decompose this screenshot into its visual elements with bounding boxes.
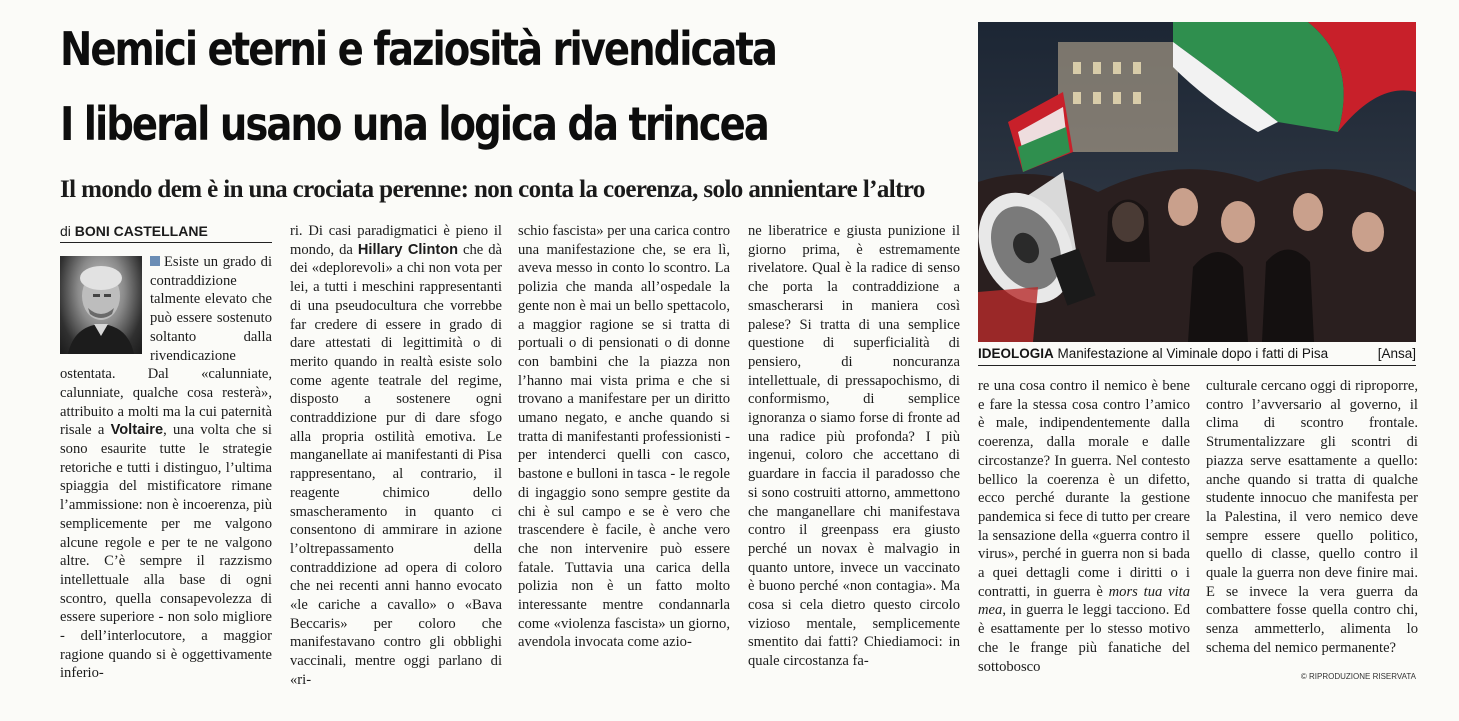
photo-caption (978, 346, 1416, 366)
article-italic-phrase: mors tua vita mea (978, 583, 1190, 619)
article-text: che dà dei «deplorevoli» a chi non vota per lei, a tutti i meschini rappresentanti di una pseudocultura che vorrebbe far credere di essere in grado di dare attestati di legittimità o di merito quando in realtà esiste solo come agente teatrale del regime, disposto a sostenere ogni contraddizione pur di dare sfogo alla propria ostilità emotiva. Le manganellate ai manifestanti di Pisa rappresentano, al contrario, il reagente chimico dello smascheramento in quanto ci consentono di ammirare in azione l’oltrepassamento della contraddizione ad opera di coloro che nei recenti anni hanno evocato «le cariche a cavallo» o «Bava Beccaris» per coloro che manifestavano contro gli obblighi vaccinali, mentre oggi parlano di «ri- (290, 241, 502, 688)
article-start-square (150, 256, 160, 266)
byline-prefix: di (60, 223, 71, 239)
article-text: ri. Di casi paradigmatici è pieno il mondo, da (290, 223, 502, 258)
article-name-hillary: Hillary Clinton (357, 241, 459, 258)
article-column-6 (1206, 377, 1418, 658)
headline-line-1: Nemici eterni e faziosità rivendicata (60, 22, 776, 76)
article-text: schio fascista» per una carica contro una manifestazione che, se era lì, aveva messo in conto lo scontro. La polizia che manda all’ospedale la gente non è mai un bello spettacolo, a maggior ragione se si tratta di portuali o di pensionati o di donne con bambini che la piazza non l’hanno mai vista prima e che si trovano a manifestare per un diritto umano negato, e anche quando si tratta di manifestanti professionisti - per intenderci quelli con casco, bastone e bulloni in tasca - le regole di ingaggio sono sempre gestite da chi è sul campo e se è vero che trascendere è facile, è anche vero che non intervenire può essere fatale. Tuttavia una carica della polizia non è un fatto molto interessante mentre condannarla come «violenza fascista» un giorno, avendola invocata come azio- (518, 223, 730, 651)
article-text: re una cosa contro il nemico è bene e fare la stessa cosa contro l’amico è male, indipendentemente dalla coerenza, dalla morale e dalle circostanze? In guerra. Nel contesto bellico la coerenza è un difetto, ecco perché durante la gestione pandemica si fece di tutto per creare la sensazione della «guerra contro il virus», perché in guerra non si bada a quei dettagli come i diritti o i contratti, in guerra è (978, 378, 1190, 600)
article-text: culturale cercano oggi di riproporre, contro l’avversario al governo, il clima di scontro frontale. Strumentalizzare gli scontri di piazza serve esattamente a quello: anche quando si tratta di qualche studente innocuo che manifesta per la Palestina, il vero nemico deve sempre essere quello politico, quello di classe, quello contro il quale la guerra non deve finire mai. E se invece la vera guerra da combattere fosse quella contro chi, senza ammetterlo, alimenta lo schema del nemico permanente? (1206, 378, 1418, 656)
article-text: ne liberatrice e giusta punizione il giorno prima, è estremamente rivelatore. Qual è la radice di senso che porta la contraddizione a smascherarsi in maniera così palese? Si tratta di una semplice questione di superficialità di pensiero, di noncuranza intellettuale, di pressapochismo, di conformismo, di semplice ignoranza o siamo forse di fronte ad una radice più profonda? I più ingenui, coloro che accettano di guardare in faccia il paradosso che si sono costruiti attorno, ammettono che manganellare chi manifestava contro il greenpass era giusto perché un novax è malvagio in quanto untore, invece un vaccinato è buono perché «non contagia». Ma cosa si cela dietro questo circolo vizioso mentale, semplicemente smentito dai fatti? Chiediamoci: in quale circostanza fa- (748, 223, 960, 670)
article-column-2 (290, 222, 502, 690)
article-column-3 (518, 222, 730, 652)
article-column-5 (978, 377, 1190, 676)
byline (60, 222, 272, 243)
article-text: Esiste un grado di contraddizione talmente elevato che può essere sostenuto soltanto dalla rivendicazione ostentata. Dal «calunniate, calunniate, qualche cosa resterà», attribuito a molti ma la cui paternità risale a (60, 254, 272, 439)
article-column-4 (748, 222, 960, 671)
byline-author: BONI CASTELLANE (74, 223, 208, 239)
photo-credit: [Ansa] (1377, 346, 1416, 361)
headline-line-2: I liberal usano una logica da trincea (60, 97, 768, 151)
article-text: , una volta che si sono esaurite tutte le strategie retoriche e tutti i distinguo, l’ultima spiaggia del mistificatore rimane l’ammissione: non è incoerenza, più semplicemente per me valgono alcune regole e per te ne valgono altre. C’è sempre il razzismo intellettuale alla base di ogni scontro, quella consapevolezza di essere superiore - non solo migliore - dell’interlocutore, a maggior ragione quando si è oggettivamente inferio- (60, 422, 272, 682)
subheadline: Il mondo dem è in una crociata perenne: non conta la coerenza, solo annientare l’altro (60, 176, 925, 203)
protest-photo (978, 22, 1416, 342)
article-name-voltaire: Voltaire (110, 422, 164, 439)
copyright-notice: © RIPRODUZIONE RISERVATA (1300, 672, 1416, 681)
author-portrait (60, 256, 142, 354)
caption-text: Manifestazione al Viminale dopo i fatti di Pisa (1057, 346, 1329, 361)
article-text: , in guerra le leggi tacciono. Ed è esattamente per lo stesso motivo che le frange più fanatiche del sottobosco (978, 602, 1190, 675)
caption-label: IDEOLOGIA (978, 346, 1054, 361)
article-column-1 (60, 222, 272, 683)
